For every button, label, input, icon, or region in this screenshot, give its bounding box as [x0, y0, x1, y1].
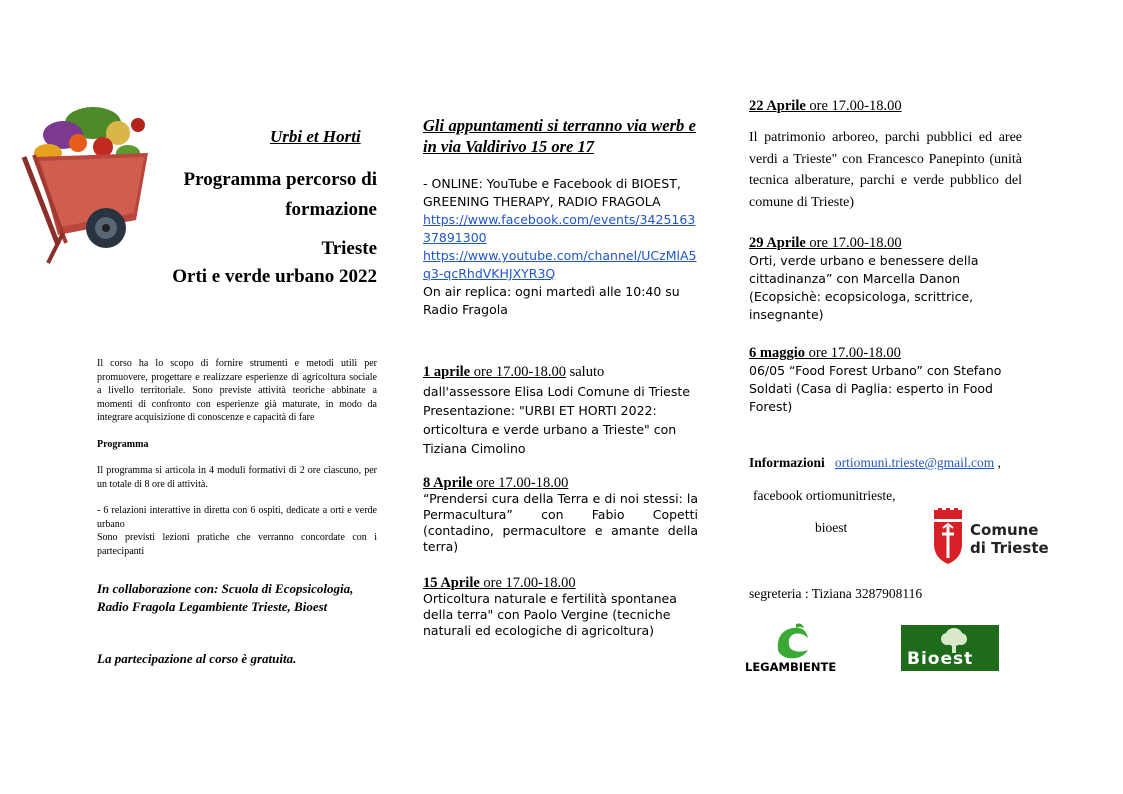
title-line-2: formazione — [285, 199, 377, 220]
lezioni-text: Sono previsti lezioni pratiche che verranno concordate con i partecipanti — [97, 532, 377, 557]
event-6-time: ore 17.00-18.00 — [804, 345, 901, 361]
brand-urbi-et-horti: Urbi et Horti — [270, 127, 361, 146]
title-line-1: Programma percorso di — [183, 169, 377, 190]
free-participation-text: La partecipazione al corso è gratuita. — [97, 651, 297, 666]
event-2-header — [423, 475, 698, 491]
info-separator: , — [994, 455, 1002, 470]
event-1-greeting: saluto — [565, 364, 605, 380]
relazioni-text: - 6 relazioni interattive in diretta con 6 ospiti, dedicate a orti e verde urbano — [97, 505, 377, 530]
event-3-header — [423, 575, 698, 591]
segreteria-text: segreteria : Tiziana 3287908116 — [749, 586, 923, 601]
event-4-time: ore 17.00-18.00 — [805, 98, 902, 114]
event-1-text: dall'assessore Elisa Lodi Comune di Trieste Presentazione: "URBI ET HORTI 2022: orticoltura e verde urbano a Trieste" con Tiziana Cimolino — [423, 384, 690, 456]
trieste-crest-icon — [932, 508, 964, 564]
event-4-date: 22 Aprile — [749, 98, 806, 114]
intro-text: Il corso ha lo scopo di fornire strumenti e metodi utili per promuovere, progettare e realizzare esperienze di agricoltura sociale a livello territoriale. Sono previste attività teoriche abbinate a momenti di confronto con esperienze già maturate, in modo da integrare acquisizione di conoscenze e capacità di fare — [97, 358, 377, 423]
replica-text: On air replica: ogni martedì alle 10:40 su Radio Fragola — [423, 284, 680, 317]
bioest-logo — [901, 625, 999, 671]
event-3-time: ore 17.00-18.00 — [479, 575, 576, 591]
event-2-text: “Prendersi cura della Terra e di noi stessi: la Permacultura” con Fabio Copetti (contadino, permacultore e amante della terra) — [423, 491, 698, 554]
title-line-4: Orti e verde urbano 2022 — [172, 266, 377, 287]
legambiente-swan-icon — [772, 620, 814, 660]
title-line-3: Trieste — [321, 238, 377, 259]
title-block-2 — [130, 235, 377, 291]
event-1 — [423, 362, 698, 458]
intro-section — [97, 357, 377, 558]
info-email-link[interactable]: ortiomuni.trieste@gmail.com — [834, 455, 995, 470]
event-2 — [423, 475, 698, 555]
event-1-header — [423, 364, 604, 380]
event-6-date: 6 maggio — [749, 345, 805, 361]
event-1-date: 1 aprile — [423, 364, 471, 380]
online-text: - ONLINE: YouTube e Facebook di BIOEST, GREENING THERAPY, RADIO FRAGOLA — [423, 176, 681, 209]
programma-text: Il programma si articola in 4 moduli formativi di 2 ore ciascuno, per un totale di 8 ore di attività. — [97, 465, 377, 490]
event-5-text: Orti, verde urbano e benessere della cittadinanza” con Marcella Danon (Ecopsichè: ecopsicologa, scrittrice, insegnante) — [749, 253, 979, 322]
event-4-text: Il patrimonio arboreo, parchi pubblici ed aree verdi a Trieste" con Francesco Panepinto (unità tecnica alberature, parchi e verde pubblico del comune di Trieste) — [749, 130, 1022, 210]
event-6-header — [749, 344, 1022, 362]
title-block-1 — [150, 165, 377, 225]
collaboration-text: In collaborazione con: Scuola di Ecopsicologia, Radio Fragola Legambiente Trieste, Bioest — [97, 581, 354, 614]
legambiente-logo-text: LEGAMBIENTE — [745, 660, 837, 674]
event-1-time: ore 17.00-18.00 — [470, 364, 566, 380]
event-2-date: 8 Aprile — [423, 475, 473, 491]
info-line — [749, 455, 1001, 471]
event-5 — [749, 234, 1022, 324]
programma-heading: Programma — [97, 438, 149, 450]
youtube-channel-link[interactable]: https://www.youtube.com/channel/UCzMlA5q3-qcRhdVKHJXYR3Q — [423, 248, 697, 281]
facebook-page-text: facebook ortiomunitrieste, — [753, 488, 896, 503]
info-label: Informazioni — [749, 455, 825, 470]
event-5-header — [749, 234, 1022, 252]
event-5-date: 29 Aprile — [749, 235, 806, 251]
comune-logo-text — [970, 521, 1049, 557]
event-2-time: ore 17.00-18.00 — [472, 475, 569, 491]
event-4-header — [749, 97, 1022, 115]
event-3-date: 15 Aprile — [423, 575, 480, 591]
appointments-heading: Gli appuntamenti si terranno via werb e in via Valdirivo 15 ore 17 — [423, 116, 696, 156]
comune-line-2: di Trieste — [970, 539, 1049, 557]
event-5-time: ore 17.00-18.00 — [805, 235, 902, 251]
bioest-logo-text: Bioest — [907, 649, 974, 669]
event-3 — [423, 575, 698, 639]
comune-line-1: Comune — [970, 521, 1039, 539]
event-6-text: 06/05 “Food Forest Urbano” con Stefano Soldati (Casa di Paglia: esperto in Food Forest) — [749, 363, 1002, 414]
event-6 — [749, 344, 1022, 416]
online-section — [423, 175, 703, 319]
bioest-text: bioest — [815, 520, 848, 535]
event-4 — [749, 97, 1022, 213]
facebook-event-link[interactable]: https://www.facebook.com/events/342516337891300 — [423, 212, 696, 245]
event-3-text: Orticoltura naturale e fertilità spontanea della terra" con Paolo Vergine (tecniche naturali ed ecologiche di agricoltura) — [423, 591, 677, 638]
